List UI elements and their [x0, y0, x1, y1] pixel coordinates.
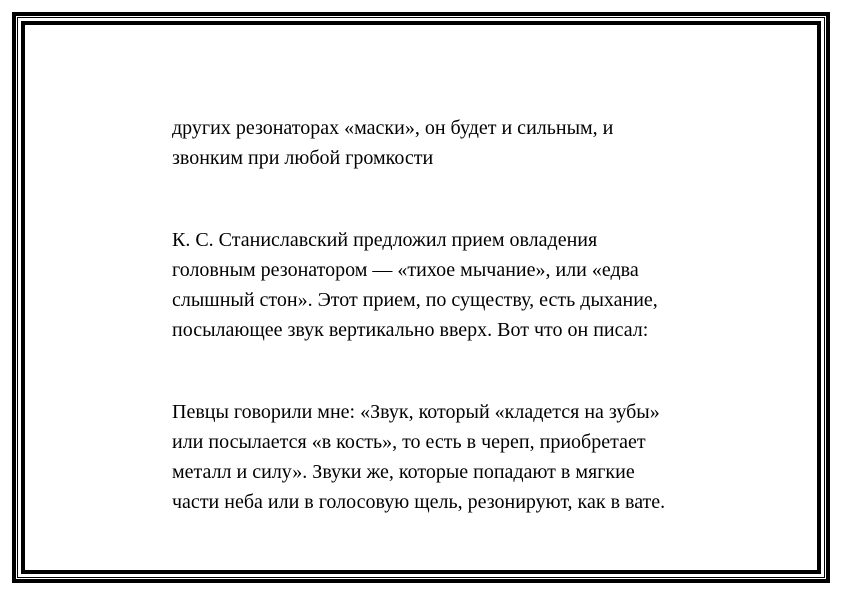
paragraph-line: К. С. Станиславский предложил прием овладения — [172, 229, 598, 251]
paragraph-line: слышный стон». Этот прием, по существу, есть дыхание, — [172, 289, 658, 311]
paragraph-line: звонким при любой громкости — [172, 147, 434, 169]
paragraph-line: посылающее звук вертикально вверх. Вот что он писал: — [172, 319, 649, 341]
paragraph-2 — [172, 225, 732, 345]
paragraph-line: металл и силу». Звуки же, которые попадают в мягкие — [172, 461, 635, 483]
paragraph-line: головным резонатором — «тихое мычание», или «едва — [172, 259, 639, 281]
paragraph-line: Певцы говорили мне: «Звук, который «кладется на зубы» — [172, 401, 660, 423]
paragraph-line: части неба или в голосовую щель, резонируют, как в вате. — [172, 491, 666, 513]
paragraph-line: или посылается «в кость», то есть в череп, приобретает — [172, 431, 646, 453]
paragraph-1 — [172, 113, 732, 173]
paragraph-line: других резонаторах «маски», он будет и сильным, и — [172, 117, 614, 139]
paragraph-3 — [172, 397, 732, 517]
